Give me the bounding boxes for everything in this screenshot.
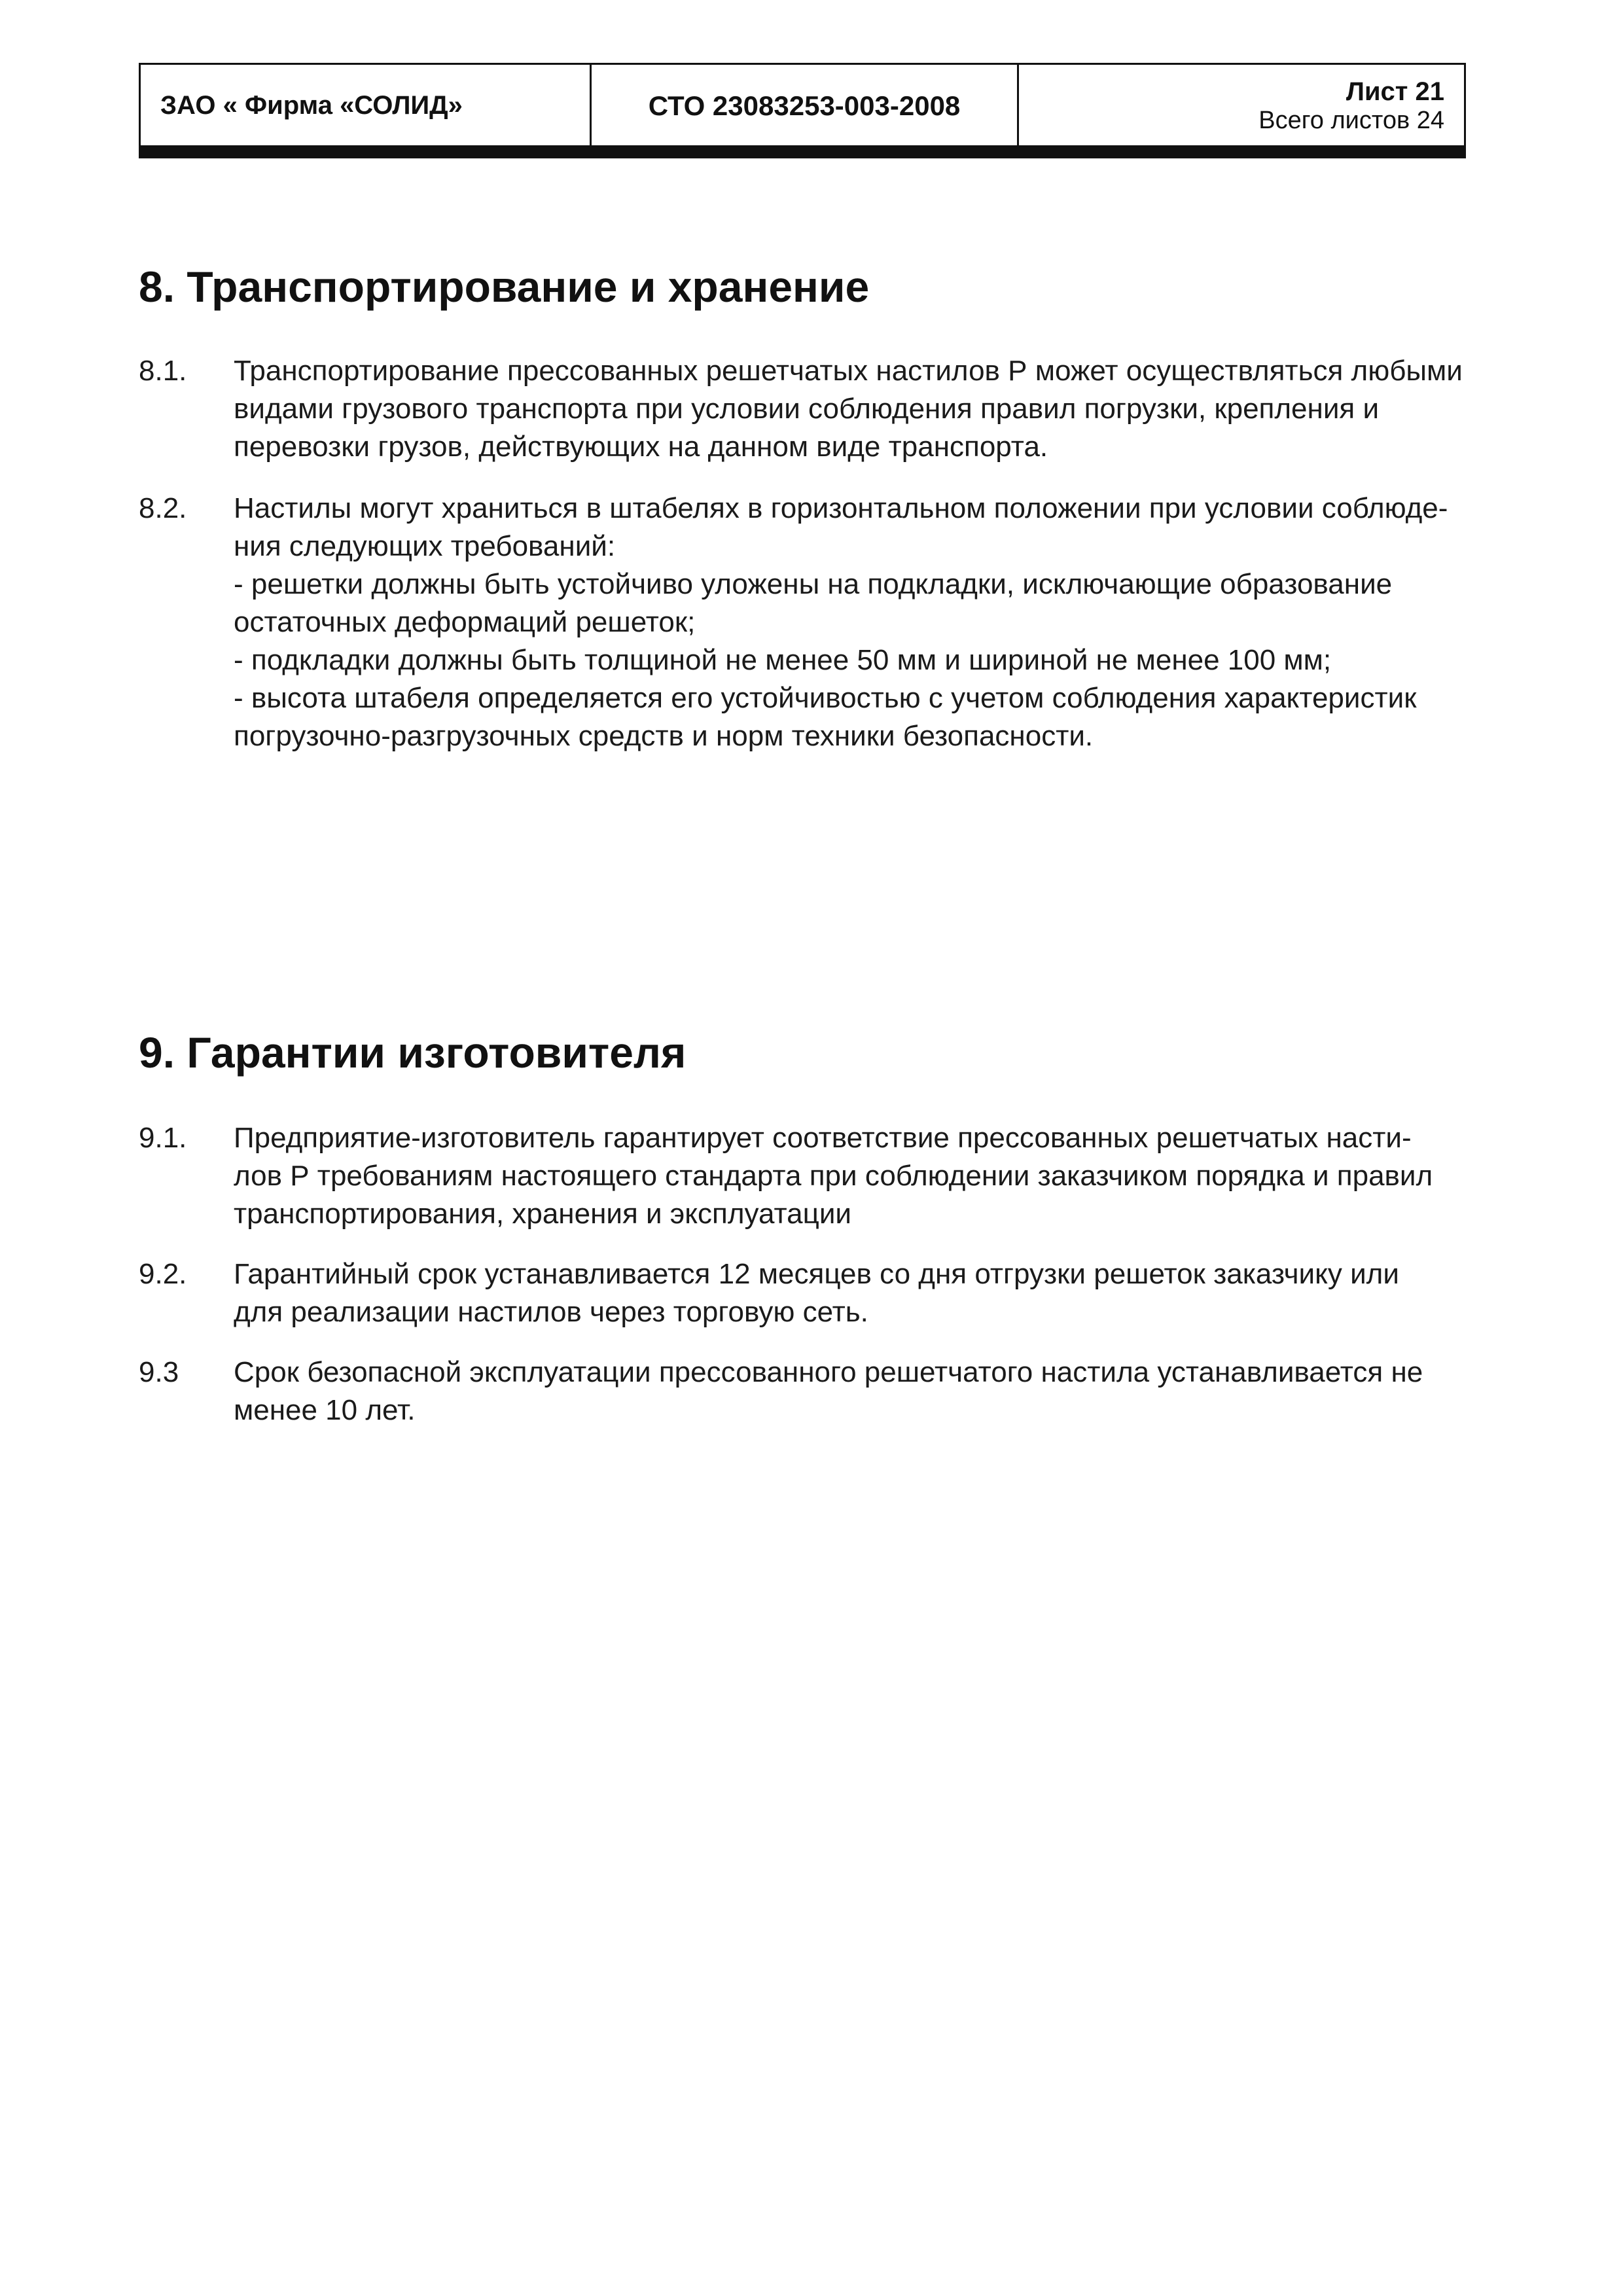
clause-number: 9.2. [139,1258,187,1290]
clause-text [234,1255,1464,1331]
text-line: Гарантийный срок устанавливается 12 месяцев со дня отгрузки решеток заказчику или [234,1258,1399,1290]
text-line: Транспортирование прессованных решетчатых настилов Р может осуществляться любыми [234,355,1463,387]
clause-number: 8.1. [139,355,187,387]
clause-9-1 [139,1119,1466,1233]
clause-text [234,490,1464,755]
header-rule [139,145,1466,158]
clause-text [234,352,1464,466]
text-line: - подкладки должны быть толщиной не менее 50 мм и шириной не менее 100 мм; [234,644,1332,676]
text-line: лов Р требованиям настоящего стандарта при соблюдении заказчиком порядка и правил [234,1160,1433,1192]
text-line: - высота штабеля определяется его устойчивостью с учетом соблюдения характеристик [234,682,1417,714]
text-line: для реализации настилов через торговую сеть. [234,1296,868,1328]
text-line: ния следующих требований: [234,530,616,562]
clause-number: 8.2. [139,492,187,524]
clause-9-2 [139,1255,1466,1331]
text-line: менее 10 лет. [234,1394,416,1426]
sheet-number: Лист 21 [1346,77,1444,106]
text-line: - решетки должны быть устойчиво уложены на подкладки, исключающие образование [234,568,1393,600]
clause-text [234,1354,1464,1429]
section-title-8: 8. Транспортирование и хранение [139,262,870,311]
clause-8-1 [139,352,1466,466]
document-header [139,63,1466,147]
sheets-total: Всего листов 24 [1258,106,1444,134]
text-line: погрузочно-разгрузочных средств и норм техники безопасности. [234,720,1094,752]
text-line: Предприятие-изготовитель гарантирует соответствие прессованных решетчатых насти- [234,1122,1412,1154]
text-line: остаточных деформаций решеток; [234,606,696,638]
text-line: видами грузового транспорта при условии соблюдения правил погрузки, крепления и [234,393,1380,425]
text-line: транспортирования, хранения и эксплуатации [234,1198,852,1230]
text-line: перевозки грузов, действующих на данном виде транспорта. [234,431,1048,463]
standard-code: СТО 23083253-003-2008 [592,65,1019,147]
clause-number: 9.1. [139,1122,187,1154]
sheet-info [1019,65,1464,147]
company-name: ЗАО « Фирма «СОЛИД» [141,65,592,147]
clause-text [234,1119,1464,1233]
text-line: Настилы могут храниться в штабелях в горизонтальном положении при условии соблюде- [234,492,1448,524]
clause-number: 9.3 [139,1356,179,1388]
clause-9-3 [139,1354,1466,1429]
section-title-9: 9. Гарантии изготовителя [139,1028,687,1077]
clause-8-2 [139,490,1466,755]
text-line: Срок безопасной эксплуатации прессованного решетчатого настила устанавливается не [234,1356,1423,1388]
